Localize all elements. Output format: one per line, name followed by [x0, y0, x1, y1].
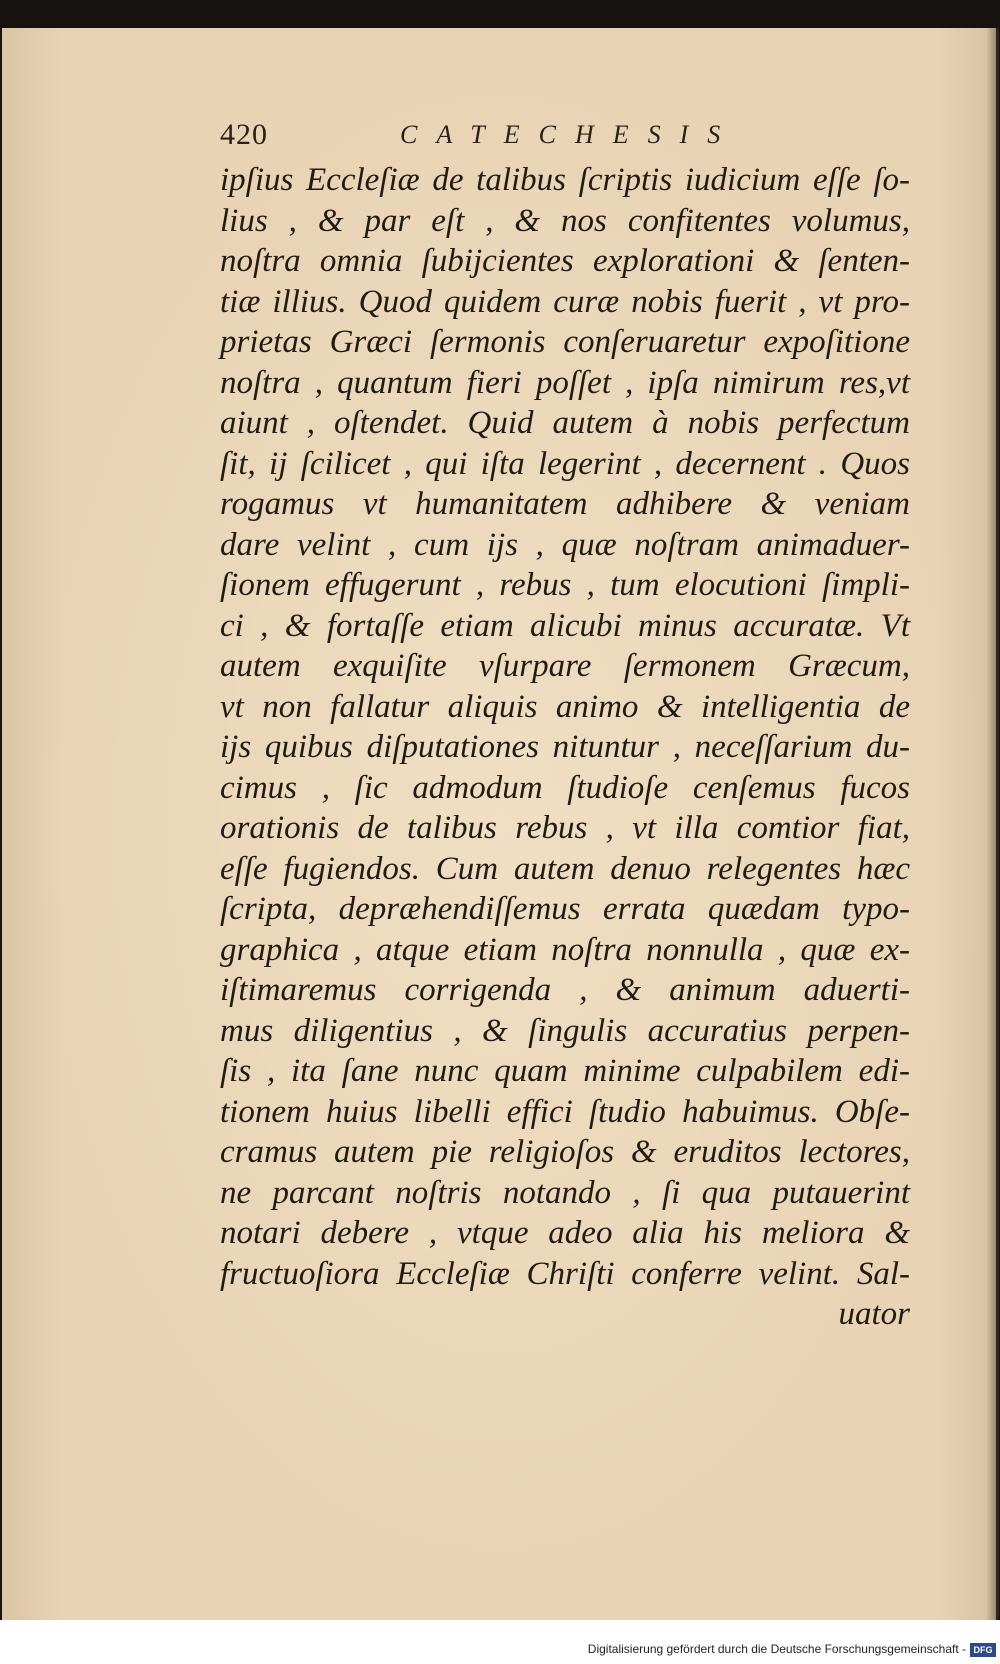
text-line: eſſe fugiendos. Cum autem denuo relegentes hæc — [220, 850, 910, 887]
text-line: cramus autem pie religioſos & eruditos lectores, — [220, 1134, 910, 1170]
text-line: prietas Græci ſermonis conſeruaretur expoſitione — [220, 324, 910, 360]
text-line: autem exquiſite vſurpare ſermonem Græcum, — [220, 648, 910, 684]
text-line: tiæ illius. Quod quidem curæ nobis fuerit , vt pro- — [220, 283, 910, 320]
body-text — [220, 160, 910, 1335]
dfg-logo: DFG — [970, 1643, 996, 1657]
text-line: graphica , atque etiam noſtra nonnulla , quæ ex- — [220, 931, 910, 968]
catchword: uator — [838, 1296, 910, 1332]
text-line: mus diligentius , & ſingulis accuratius perpen- — [220, 1012, 910, 1049]
text-line: cimus , ſic admodum ſtudioſe cenſemus fucos — [220, 769, 910, 806]
text-line: notari debere , vtque adeo alia his meliora & — [220, 1215, 910, 1251]
text-line: ijs quibus diſputationes nituntur , neceſſarium du- — [220, 729, 910, 765]
text-line: noſtra , quantum fieri poſſet , ipſa nimirum res,vt — [220, 364, 910, 401]
text-line: ſis , ita ſane nunc quam minime culpabilem edi- — [220, 1053, 910, 1089]
page-number: 420 — [220, 118, 268, 151]
text-line: iſtimaremus corrigenda , & animum aduerti- — [220, 972, 910, 1008]
text-line: vt non fallatur aliquis animo & intelligentia de — [220, 688, 910, 725]
page-edge-shadow — [986, 28, 996, 1620]
text-line: dare velint , cum ijs , quæ noſtram animaduer- — [220, 526, 910, 563]
text-line: ſcripta, depræhendiſſemus errata quædam typo- — [220, 891, 910, 927]
text-line: ſionem effugerunt , rebus , tum elocutioni ſimpli- — [220, 567, 910, 603]
text-line: ipſius Eccleſiæ de talibus ſcriptis iudicium eſſe ſo- — [220, 162, 910, 198]
text-line: fructuoſiora Eccleſiæ Chriſti conferre velint. Sal- — [220, 1255, 910, 1292]
running-title: CATECHESIS — [400, 120, 740, 149]
text-line: tionem huius libelli effici ſtudio habuimus. Obſe- — [220, 1093, 910, 1130]
text-line: lius , & par eſt , & nos confitentes volumus, — [220, 202, 910, 239]
text-line: ci , & fortaſſe etiam alicubi minus accuratæ. Vt — [220, 607, 910, 644]
text-line: rogamus vt humanitatem adhibere & veniam — [220, 486, 910, 522]
funding-credit: Digitalisierung gefördert durch die Deutsche Forschungsgemeinschaft - — [587, 1642, 966, 1656]
text-line: ne parcant noſtris notando , ſi qua putauerint — [220, 1174, 910, 1211]
text-line: ſit, ij ſcilicet , qui iſta legerint , decernent . Quos — [220, 445, 910, 482]
text-line: noſtra omnia ſubijcientes explorationi & ſenten- — [220, 243, 910, 279]
page-header — [220, 118, 780, 158]
text-line: orationis de talibus rebus , vt illa comtior fiat, — [220, 810, 910, 846]
text-line: aiunt , oſtendet. Quid autem à nobis perfectum — [220, 405, 910, 441]
footer-bar — [0, 1620, 1000, 1664]
